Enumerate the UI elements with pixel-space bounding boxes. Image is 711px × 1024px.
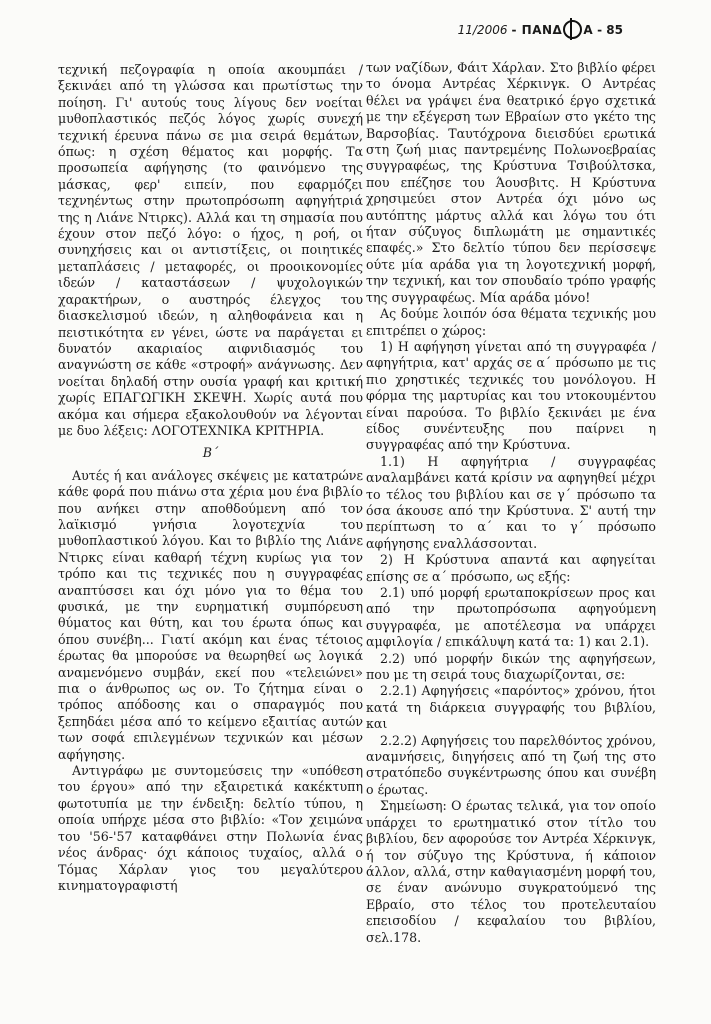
list-item: 2.2) υπό μορφήν δικών της αφηγήσεων, που με τη σειρά τους διαχωρίζονται, σε:	[366, 650, 656, 683]
list-item: 2.1) υπό μορφή ερωταποκρίσεων προς και από την πρωτοπρόσωπα αφηγούμενη συγγραφέα, με αποτέλεσμα να υπάρχει αμφιλογία / επικάλυψη κατά τα: 1) και 2.1).	[366, 585, 656, 650]
issue-number: 11/2006	[457, 22, 508, 37]
magazine-logo-icon	[563, 20, 582, 39]
paragraph: Αυτές ή και ανάλογες σκέψεις με κατατρώνε κάθε φορά που πιάνω στα χέρια μου ένα βιβλίο που ανήκει στην αποθδούμενη από τον λαϊκισμό γνήσια λογοτεχνία του μυθοπλαστικού λόγου. Και το βιβλίο της Λιάνε Ντιρκς είναι καθαρή τέχνη κυρίως για τον τρόπο και τις τεχνικές που η συγγραφέας αναπτύσσει και όχι μόνο για το θέμα του φυσικά, με την ευρηματική συμπόρευση θύματος και θύτη, και του έρωτα όπως και όπου συνέβη... Γιατί ακόμη και ένας τέτοιος έρωτας θα μπορούσε να θεωρηθεί ως λογικά αναμενόμενο συμβάν, εκεί που «τελειώνει» πια ο άνθρωπος ως ον. Το ζήτημα είναι ο τρόπος απόδοσης και ο σπαραγμός που ξεπηδάει μέσα από το κείμενο εξαιτίας αυτών των σοφά επιλεγμένων τεχνικών και μέσων αφήγησης.	[58, 467, 363, 762]
page-number: - 85	[597, 22, 623, 37]
paragraph: των ναζίδων, Φάιτ Χάρλαν. Στο βιβλίο φέρει το όνομα Αντρέας Χέρκινγκ. Ο Αντρέας θέλει να γράψει ένα θεατρικό έργο σχετικά με την εξέγερση των Εβραίων στο γκέτο της Βαρσοβίας. Ταυτόχρονα διεισδύει ερωτικά στη ζωή μιας παντρεμένης Πολωνοεβραίας συγγραφέως, της Κρύστυνα Τσιβούλτσκα, που επέζησε του Άουσβιτς. Η Κρύστυνα χρησιμεύει στον Αντρέα όχι μόνο ως αυτόπτης μάρτυς αλλά και λόγω του ότι ήταν σύζυγος διπλωμάτη με σημαντικές επαφές.» Στο δελτίο τύπου δεν περίσσεψε ούτε μία αράδα για τη λογοτεχνική μορφή, την τεχνική, και τον σπουδαίο τρόπο γραφής της συγγραφέως. Μία αράδα μόνο!	[366, 60, 656, 305]
right-column	[366, 60, 656, 946]
magazine-title-right: Α	[583, 22, 594, 37]
note-paragraph: Σημείωση: Ο έρωτας τελικά, για τον οποίο υπάρχει το ερωτηματικό στον τίτλο του βιβλίου, δεν αφορούσε τον Αντρέα Χέρκινγκ, ή τον σύζυγο της Κρύστυνα, ή κάποιον άλλον, αλλά, στην καθαγιασμένη μορφή του, σε έναν ανώνυμο συγκρατούμενό της Εβραίο, στο τέλος του προτελευταίου επεισοδίου / κεφαλαίου του βιβλίου, σελ.178.	[366, 798, 656, 945]
list-item: 1.1) Η αφηγήτρια / συγγραφέας αναλαμβάνει κατά κρίσιν να αφηγηθεί μέχρι το τέλος του βιβλίου και σε γ΄ πρόσωπο τα όσα άκουσε από την Κρύστυνα. Σ' αυτή την περίπτωση το α΄ και το γ΄ πρόσωπο αφήγησης εναλλάσσονται.	[366, 453, 656, 551]
list-item: 2) Η Κρύστυνα απαντά και αφηγείται επίσης σε α΄ πρόσωπο, ως εξής:	[366, 552, 656, 584]
magazine-title-left: - ΠΑΝΔ	[511, 22, 563, 37]
paragraph: Αντιγράφω με συντομεύσεις την «υπόθεση του έργου» από την εξαιρετικά κακέκτυπη φωτοτυπία με την ένδειξη: δελτίο τύπου, η οποία υπήρχε μέσα στο βιβλίο: «Τον χειμώνα του '56-'57 καταφθάνει στην Πολωνία ένας νέος άνδρας· όχι κάποιος τυχαίος, αλλά ο Τόμας Χάρλαν γιος του μεγαλύτερου κινηματογραφιστή	[58, 763, 363, 893]
running-header	[458, 20, 623, 39]
magazine-title	[512, 20, 594, 39]
list-item: 1) Η αφήγηση γίνεται από τη συγγραφέα / αφηγήτρια, κατ' αρχάς σε α΄ πρόσωπο με τις πιο χρηστικές τεχνικές του μονόλογου. Η φόρμα της μαρτυρίας και του ντοκουμέντου είναι παρούσα. Το βιβλίο ξεκινάει με ένα είδος συνέντευξης που παίρνει η συγγραφέας από την Κρύστυνα.	[366, 338, 656, 453]
list-item: 2.2.1) Αφηγήσεις «παρόντος» χρόνου, ήτοι κατά τη διάρκεια συγγραφής του βιβλίου, και	[366, 683, 656, 732]
paragraph: Ας δούμε λοιπόν όσα θέματα τεχνικής μου επιτρέπει ο χώρος:	[366, 306, 656, 338]
paragraph: τεχνική πεζογραφία η οποία ακουμπάει / ξεκινάει από τη γλώσσα και πρωτίστως την ποίηση. Γι' αυτούς τους λίγους δεν νοείται μυθοπλαστικός πεζός λόγος χωρίς συνεχή τεχνική έρευνα πάνω σε μια σειρά θεμάτων, όπως: η σχέση θέματος και μορφής. Τα προσωπεία αφήγησης (το φαινόμενο της μάσκας, φερ' ειπείν, που εφαρμόζει τεχνηέντως στην πρωτοπρόσωπη αφηγήτριά της η Λιάνε Ντιρκς). Αλλά και τη σημασία που έχουν στον πεζό λόγο: ο ήχος, η ροή, οι συνηχήσεις και οι αντιστίξεις, οι ποιητικές μεταπλάσεις / μεταφορές, οι προοικονομίες ιδεών / καταστάσεων / ψυχολογικών χαρακτήρων, ο αυστηρός έλεγχος του διασκελισμού ιδεών, η αληθοφάνεια και η πειστικότητα εν γένει, ώστε να παράγεται ει δυνατόν ακαριαίος αιφνιδιασμός του αναγνώστη σε κάθε «στροφή» ανάγνωσης. Δεν νοείται δηλαδή στην ουσία γραφή και κριτική χωρίς ΕΠΑΓΩΓΙΚΗ ΣΚΕΨΗ. Χωρίς αυτά που ακόμα και σήμερα εξακολουθούν να λέγονται με δυο λέξεις: ΛΟΓΟΤΕΧΝΙΚΑ ΚΡΙΤΗΡΙΑ.	[58, 62, 363, 438]
list-item: 2.2.2) Αφηγήσεις του παρελθόντος χρόνου, αναμνήσεις, διηγήσεις από τη ζωή της στο στρατόπεδο συγκέντρωσης όπου και συνέβη ο έρωτας.	[366, 732, 656, 797]
section-heading: Β΄	[202, 445, 219, 461]
left-column	[58, 62, 363, 894]
